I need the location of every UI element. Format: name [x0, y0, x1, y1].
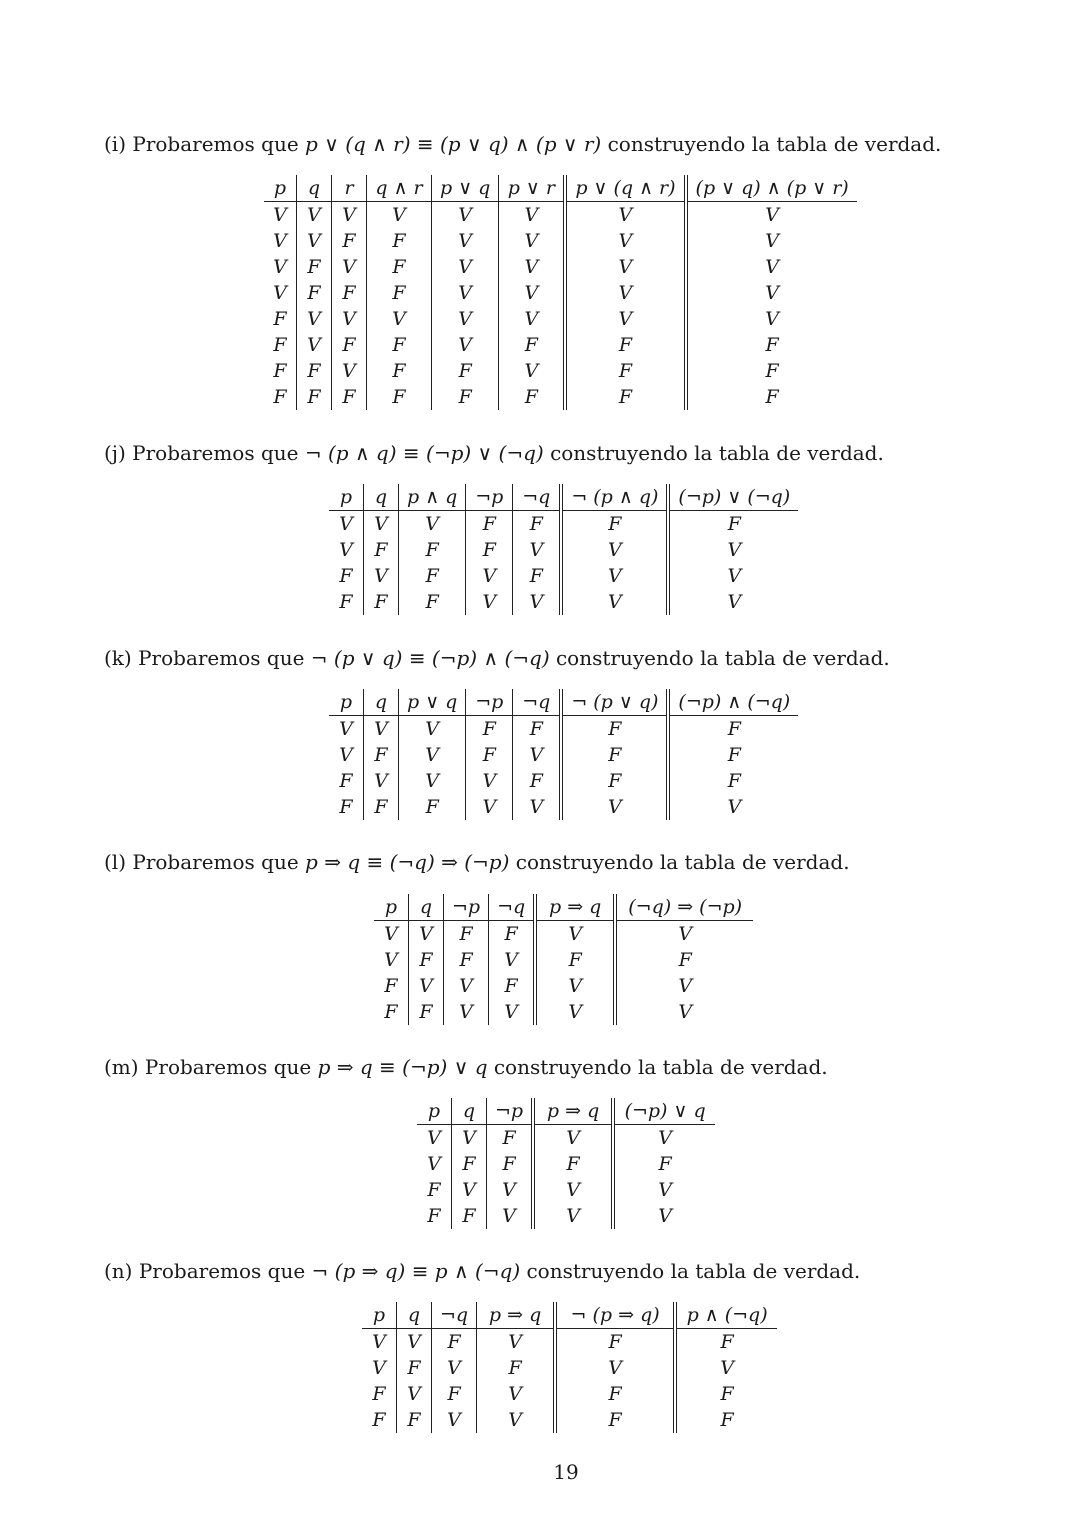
- truth-value: F: [513, 563, 562, 589]
- section-suffix: construyendo la tabla de verdad.: [493, 1055, 828, 1079]
- truth-value: F: [367, 332, 432, 358]
- truth-value: V: [432, 202, 499, 229]
- truth-value: F: [399, 794, 466, 820]
- truth-value: F: [399, 537, 466, 563]
- truth-value: V: [332, 254, 367, 280]
- truth-value: F: [489, 921, 536, 948]
- section-label: (j) Probaremos que: [104, 441, 299, 465]
- column-header: p ∧ (¬q): [675, 1302, 777, 1329]
- column-header: ¬q: [432, 1302, 477, 1329]
- truth-value: V: [466, 589, 513, 615]
- truth-value: V: [432, 332, 499, 358]
- section-suffix: construyendo la tabla de verdad.: [526, 1259, 861, 1283]
- truth-value: V: [565, 306, 685, 332]
- truth-value: V: [499, 358, 566, 384]
- truth-value: F: [339, 770, 353, 792]
- truth-value: F: [444, 947, 489, 973]
- truth-value: V: [615, 973, 753, 999]
- table-row: [417, 1125, 715, 1152]
- truth-value: F: [432, 1329, 477, 1356]
- column-header: p ∧ q: [399, 484, 466, 511]
- section-label: (i) Probaremos que: [104, 132, 299, 156]
- header-row: [417, 1098, 715, 1125]
- truth-value: V: [686, 306, 857, 332]
- table-row: [362, 1381, 777, 1407]
- truth-value: F: [399, 589, 466, 615]
- truth-value: V: [513, 794, 562, 820]
- truth-value: F: [427, 1205, 441, 1227]
- table-row: [264, 358, 857, 384]
- truth-value: F: [466, 742, 513, 768]
- truth-value: F: [384, 975, 398, 997]
- column-header: p: [329, 689, 364, 716]
- truth-table-n: [362, 1302, 777, 1433]
- truth-value: V: [297, 228, 332, 254]
- truth-value: V: [487, 1203, 534, 1229]
- column-header: p ⇒ q: [533, 1098, 613, 1125]
- truth-value: F: [367, 358, 432, 384]
- table-row: [264, 306, 857, 332]
- truth-value: F: [499, 384, 566, 410]
- section-j-statement: [104, 440, 884, 466]
- truth-value: F: [668, 511, 798, 538]
- truth-value: V: [613, 1177, 715, 1203]
- truth-value: V: [686, 254, 857, 280]
- truth-value: V: [565, 254, 685, 280]
- truth-value: V: [452, 1125, 487, 1152]
- section-label: (k) Probaremos que: [104, 646, 305, 670]
- truth-value: F: [686, 332, 857, 358]
- formula: ¬ (p ∧ q) ≡ (¬p) ∨ (¬q): [304, 441, 544, 465]
- table-row: [264, 228, 857, 254]
- truth-value: V: [513, 537, 562, 563]
- truth-value: F: [432, 1381, 477, 1407]
- truth-value: V: [399, 768, 466, 794]
- truth-value: F: [686, 358, 857, 384]
- truth-value: V: [675, 1355, 777, 1381]
- column-header: p ⇒ q: [535, 894, 615, 921]
- truth-value: V: [432, 254, 499, 280]
- truth-value: F: [613, 1151, 715, 1177]
- truth-value: F: [339, 591, 353, 613]
- column-header: q: [364, 689, 399, 716]
- truth-value: V: [364, 511, 399, 538]
- table-row: [329, 716, 798, 743]
- column-header: ¬ (p ∧ q): [561, 484, 668, 511]
- column-header: p ∨ r: [499, 175, 566, 202]
- truth-value: F: [397, 1407, 432, 1433]
- table-row: [329, 589, 798, 615]
- table-row: [329, 511, 798, 538]
- truth-value: V: [273, 282, 287, 304]
- truth-value: V: [297, 332, 332, 358]
- truth-value: F: [615, 947, 753, 973]
- truth-value: F: [367, 254, 432, 280]
- section-n-statement: [104, 1258, 860, 1284]
- truth-value: V: [535, 921, 615, 948]
- header-row: [374, 894, 753, 921]
- truth-value: V: [339, 513, 353, 535]
- header-row: [329, 484, 798, 511]
- truth-value: F: [332, 332, 367, 358]
- truth-value: V: [499, 306, 566, 332]
- truth-value: V: [409, 921, 444, 948]
- truth-value: F: [409, 999, 444, 1025]
- truth-value: F: [364, 794, 399, 820]
- truth-value: F: [499, 332, 566, 358]
- truth-value: V: [297, 306, 332, 332]
- truth-value: F: [561, 768, 668, 794]
- truth-value: V: [613, 1203, 715, 1229]
- table-row: [374, 921, 753, 948]
- section-suffix: construyendo la tabla de verdad.: [607, 132, 942, 156]
- truth-value: V: [613, 1125, 715, 1152]
- truth-value: V: [561, 794, 668, 820]
- truth-table-i: [264, 175, 857, 410]
- truth-value: F: [487, 1125, 534, 1152]
- truth-value: F: [452, 1203, 487, 1229]
- section-suffix: construyendo la tabla de verdad.: [550, 441, 884, 465]
- section-label: (l) Probaremos que: [104, 850, 299, 874]
- column-header: q: [452, 1098, 487, 1125]
- truth-value: V: [427, 1127, 441, 1149]
- truth-value: F: [364, 589, 399, 615]
- section-label: (m) Probaremos que: [104, 1055, 312, 1079]
- truth-value: V: [372, 1331, 386, 1353]
- column-header: ¬q: [489, 894, 536, 921]
- truth-value: F: [561, 511, 668, 538]
- table-row: [374, 947, 753, 973]
- truth-value: V: [533, 1125, 613, 1152]
- truth-value: F: [367, 228, 432, 254]
- truth-value: V: [444, 999, 489, 1025]
- column-header: p ∨ (q ∧ r): [565, 175, 685, 202]
- truth-value: V: [615, 921, 753, 948]
- truth-value: F: [487, 1151, 534, 1177]
- column-header: p: [329, 484, 364, 511]
- truth-value: V: [399, 742, 466, 768]
- truth-value: V: [452, 1177, 487, 1203]
- truth-value: V: [565, 202, 685, 229]
- truth-value: V: [273, 230, 287, 252]
- truth-value: V: [565, 280, 685, 306]
- truth-value: V: [533, 1177, 613, 1203]
- truth-value: V: [477, 1329, 556, 1356]
- truth-value: V: [686, 280, 857, 306]
- truth-value: V: [477, 1407, 556, 1433]
- column-header: q ∧ r: [367, 175, 432, 202]
- truth-value: V: [427, 1153, 441, 1175]
- truth-value: F: [409, 947, 444, 973]
- truth-value: F: [675, 1407, 777, 1433]
- truth-value: V: [466, 768, 513, 794]
- column-header: q: [409, 894, 444, 921]
- truth-value: F: [668, 716, 798, 743]
- table-row: [329, 563, 798, 589]
- truth-value: F: [427, 1179, 441, 1201]
- truth-value: F: [675, 1381, 777, 1407]
- column-header: ¬ (p ∨ q): [561, 689, 668, 716]
- truth-value: V: [499, 228, 566, 254]
- truth-value: F: [367, 280, 432, 306]
- truth-value: V: [499, 280, 566, 306]
- truth-value: V: [466, 794, 513, 820]
- truth-value: F: [466, 716, 513, 743]
- truth-value: V: [555, 1355, 675, 1381]
- truth-value: F: [297, 358, 332, 384]
- truth-value: F: [565, 332, 685, 358]
- truth-value: F: [452, 1151, 487, 1177]
- table-row: [374, 973, 753, 999]
- column-header: p: [374, 894, 409, 921]
- table-row: [362, 1355, 777, 1381]
- truth-value: F: [668, 742, 798, 768]
- table-row: [417, 1203, 715, 1229]
- table-row: [264, 254, 857, 280]
- truth-value: V: [561, 563, 668, 589]
- header-row: [264, 175, 857, 202]
- column-header: (¬p) ∨ (¬q): [668, 484, 798, 511]
- truth-value: F: [273, 334, 287, 356]
- truth-value: F: [273, 308, 287, 330]
- truth-value: F: [561, 716, 668, 743]
- truth-value: F: [273, 386, 287, 408]
- column-header: ¬p: [487, 1098, 534, 1125]
- truth-value: V: [668, 794, 798, 820]
- column-header: q: [364, 484, 399, 511]
- column-header: ¬p: [444, 894, 489, 921]
- truth-value: V: [339, 718, 353, 740]
- truth-value: V: [432, 1355, 477, 1381]
- truth-value: V: [513, 589, 562, 615]
- truth-value: F: [466, 537, 513, 563]
- truth-value: V: [535, 973, 615, 999]
- truth-value: F: [332, 384, 367, 410]
- truth-value: V: [372, 1357, 386, 1379]
- column-header: q: [297, 175, 332, 202]
- truth-value: V: [339, 539, 353, 561]
- truth-value: V: [533, 1203, 613, 1229]
- table-row: [264, 384, 857, 410]
- truth-value: V: [668, 589, 798, 615]
- truth-value: F: [384, 1001, 398, 1023]
- column-header: (¬p) ∧ (¬q): [668, 689, 798, 716]
- column-header: r: [332, 175, 367, 202]
- truth-value: F: [555, 1407, 675, 1433]
- truth-value: V: [409, 973, 444, 999]
- truth-value: F: [565, 358, 685, 384]
- truth-value: V: [297, 202, 332, 229]
- truth-value: F: [675, 1329, 777, 1356]
- table-row: [264, 332, 857, 358]
- truth-value: V: [364, 716, 399, 743]
- truth-value: V: [444, 973, 489, 999]
- truth-value: V: [432, 280, 499, 306]
- page-number: 19: [553, 1460, 579, 1484]
- truth-value: V: [686, 228, 857, 254]
- truth-value: V: [489, 947, 536, 973]
- truth-value: F: [535, 947, 615, 973]
- truth-value: V: [668, 563, 798, 589]
- truth-value: V: [489, 999, 536, 1025]
- truth-value: F: [372, 1383, 386, 1405]
- section-label: (n) Probaremos que: [104, 1259, 306, 1283]
- truth-value: F: [432, 358, 499, 384]
- truth-value: V: [499, 202, 566, 229]
- truth-value: V: [561, 537, 668, 563]
- truth-value: V: [487, 1177, 534, 1203]
- truth-value: V: [399, 511, 466, 538]
- truth-value: F: [489, 973, 536, 999]
- truth-value: V: [384, 923, 398, 945]
- formula: ¬ (p ∨ q) ≡ (¬p) ∧ (¬q): [310, 646, 550, 670]
- truth-table-m: [417, 1098, 715, 1229]
- column-header: p: [362, 1302, 397, 1329]
- section-m-statement: [104, 1054, 828, 1080]
- truth-value: F: [364, 742, 399, 768]
- truth-value: F: [367, 384, 432, 410]
- truth-value: V: [615, 999, 753, 1025]
- truth-value: F: [397, 1355, 432, 1381]
- column-header: p ∨ q: [399, 689, 466, 716]
- section-suffix: construyendo la tabla de verdad.: [555, 646, 890, 670]
- table-row: [329, 768, 798, 794]
- column-header: ¬p: [466, 689, 513, 716]
- truth-value: F: [555, 1381, 675, 1407]
- truth-value: V: [384, 949, 398, 971]
- column-header: ¬q: [513, 689, 562, 716]
- table-row: [264, 280, 857, 306]
- truth-value: V: [397, 1381, 432, 1407]
- truth-value: F: [372, 1409, 386, 1431]
- truth-table-l: [374, 894, 753, 1025]
- table-row: [329, 537, 798, 563]
- truth-value: F: [364, 537, 399, 563]
- truth-value: V: [367, 202, 432, 229]
- table-row: [362, 1329, 777, 1356]
- section-l-statement: [104, 849, 850, 875]
- table-row: [264, 202, 857, 229]
- truth-value: V: [466, 563, 513, 589]
- formula: p ⇒ q ≡ (¬p) ∨ q: [317, 1055, 488, 1079]
- column-header: (¬q) ⇒ (¬p): [615, 894, 753, 921]
- truth-value: F: [513, 716, 562, 743]
- formula: p ⇒ q ≡ (¬q) ⇒ (¬p): [305, 850, 510, 874]
- truth-value: V: [364, 563, 399, 589]
- truth-value: F: [555, 1329, 675, 1356]
- truth-value: F: [444, 921, 489, 948]
- truth-value: V: [432, 228, 499, 254]
- truth-value: V: [332, 358, 367, 384]
- truth-value: F: [339, 565, 353, 587]
- table-row: [374, 999, 753, 1025]
- truth-value: V: [397, 1329, 432, 1356]
- truth-value: V: [561, 589, 668, 615]
- truth-value: V: [432, 1407, 477, 1433]
- truth-value: V: [668, 537, 798, 563]
- truth-value: F: [339, 796, 353, 818]
- column-header: p ⇒ q: [477, 1302, 556, 1329]
- table-row: [417, 1151, 715, 1177]
- truth-value: F: [297, 384, 332, 410]
- truth-value: V: [367, 306, 432, 332]
- column-header: ¬ (p ⇒ q): [555, 1302, 675, 1329]
- truth-value: V: [499, 254, 566, 280]
- truth-value: V: [332, 202, 367, 229]
- truth-value: F: [297, 254, 332, 280]
- truth-value: F: [332, 228, 367, 254]
- column-header: ¬q: [513, 484, 562, 511]
- truth-value: F: [668, 768, 798, 794]
- column-header: ¬p: [466, 484, 513, 511]
- truth-value: F: [297, 280, 332, 306]
- truth-value: F: [477, 1355, 556, 1381]
- truth-value: F: [565, 384, 685, 410]
- truth-value: V: [273, 204, 287, 226]
- truth-value: V: [535, 999, 615, 1025]
- truth-value: F: [533, 1151, 613, 1177]
- truth-value: F: [399, 563, 466, 589]
- truth-value: F: [561, 742, 668, 768]
- table-row: [329, 794, 798, 820]
- truth-value: V: [339, 744, 353, 766]
- truth-value: F: [513, 511, 562, 538]
- truth-value: F: [466, 511, 513, 538]
- truth-value: V: [273, 256, 287, 278]
- truth-value: V: [332, 306, 367, 332]
- section-suffix: construyendo la tabla de verdad.: [515, 850, 850, 874]
- formula: p ∨ (q ∧ r) ≡ (p ∨ q) ∧ (p ∨ r): [305, 132, 602, 156]
- truth-value: V: [364, 768, 399, 794]
- section-k-statement: [104, 645, 890, 671]
- truth-value: V: [477, 1381, 556, 1407]
- table-row: [417, 1177, 715, 1203]
- column-header: (p ∨ q) ∧ (p ∨ r): [686, 175, 857, 202]
- column-header: p ∨ q: [432, 175, 499, 202]
- formula: ¬ (p ⇒ q) ≡ p ∧ (¬q): [311, 1259, 521, 1283]
- table-row: [329, 742, 798, 768]
- header-row: [362, 1302, 777, 1329]
- truth-value: F: [432, 384, 499, 410]
- table-row: [362, 1407, 777, 1433]
- truth-table-k: [329, 689, 798, 820]
- truth-value: F: [686, 384, 857, 410]
- truth-value: V: [513, 742, 562, 768]
- column-header: (¬p) ∨ q: [613, 1098, 715, 1125]
- truth-value: F: [332, 280, 367, 306]
- truth-value: F: [273, 360, 287, 382]
- truth-value: V: [686, 202, 857, 229]
- column-header: p: [417, 1098, 452, 1125]
- truth-table-j: [329, 484, 798, 615]
- column-header: q: [397, 1302, 432, 1329]
- truth-value: V: [565, 228, 685, 254]
- column-header: p: [264, 175, 297, 202]
- truth-value: V: [432, 306, 499, 332]
- truth-value: V: [399, 716, 466, 743]
- truth-value: F: [513, 768, 562, 794]
- header-row: [329, 689, 798, 716]
- section-i-statement: [104, 131, 941, 157]
